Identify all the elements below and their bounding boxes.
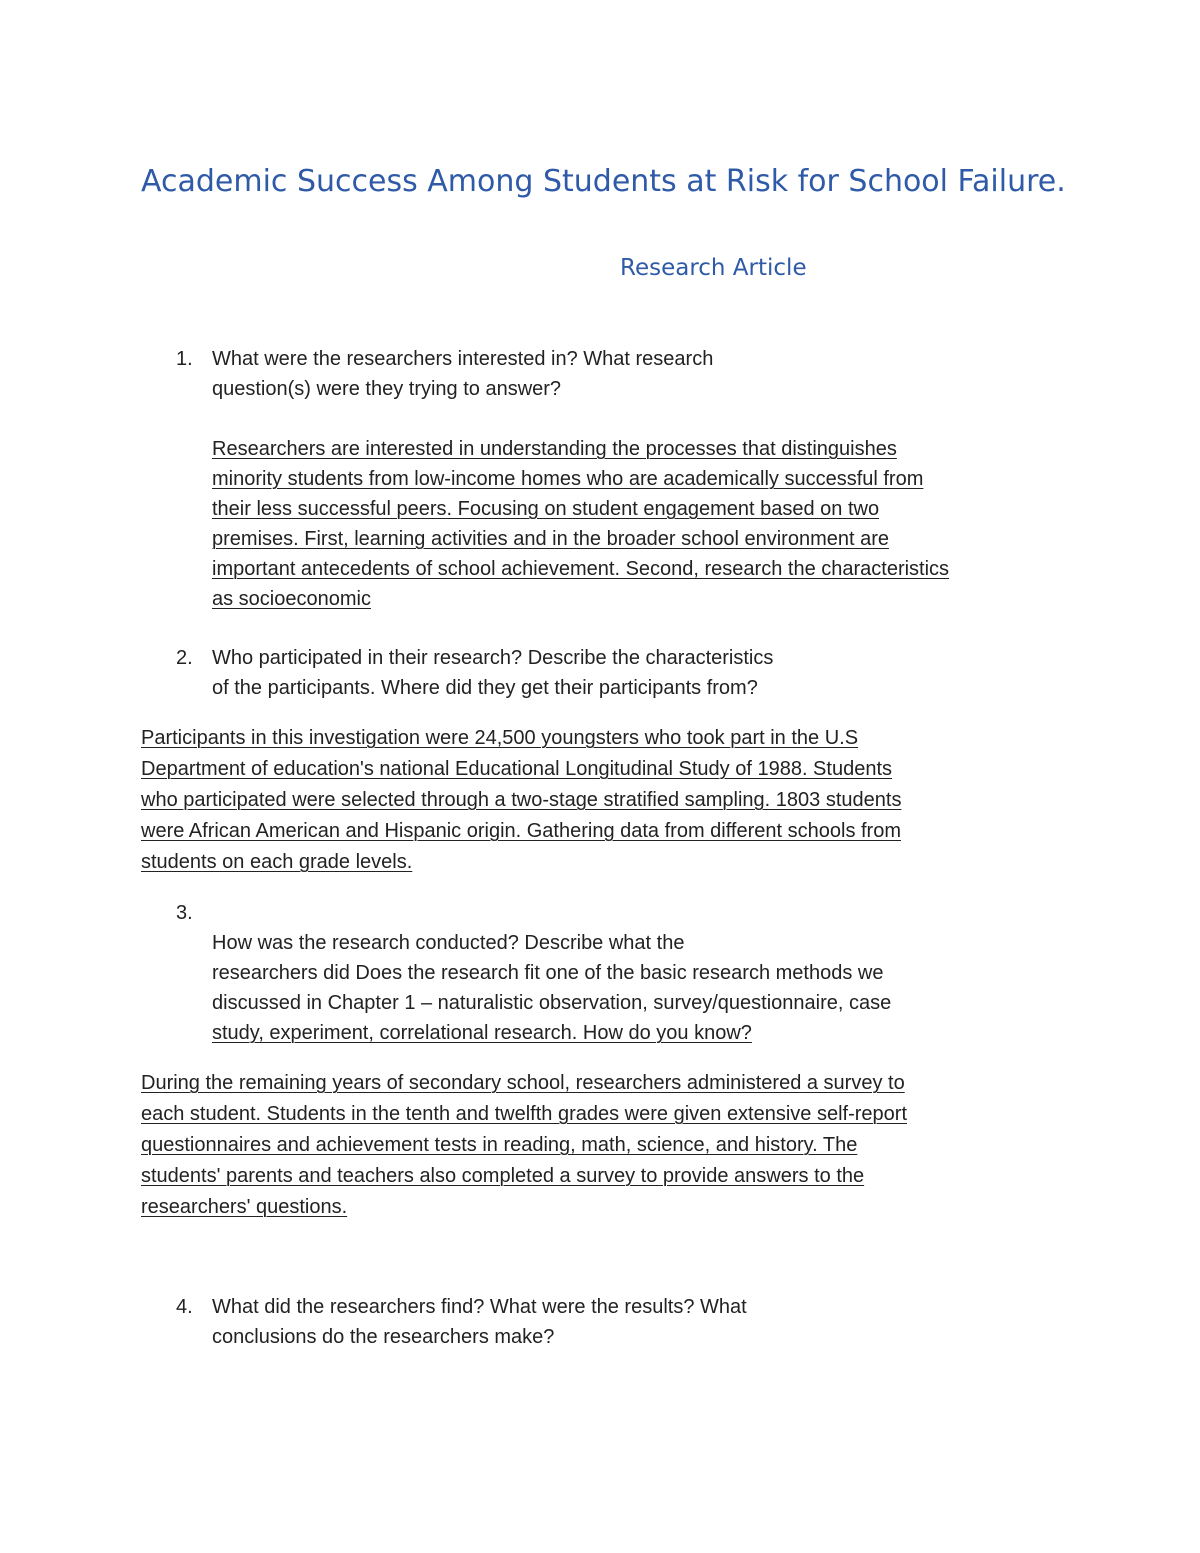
answer-line: During the remaining years of secondary school, researchers administered a survey to bbox=[141, 1072, 905, 1094]
answer-3 bbox=[141, 1068, 907, 1223]
question-line: researchers did Does the research fit one of the basic research methods we bbox=[212, 962, 884, 984]
question-line: What were the researchers interested in? What research bbox=[212, 348, 714, 370]
question-2-number: 2. bbox=[176, 647, 193, 669]
answer-2 bbox=[141, 723, 901, 878]
answer-line: were African American and Hispanic origin. Gathering data from different schools from bbox=[141, 820, 901, 842]
question-line: of the participants. Where did they get their participants from? bbox=[212, 677, 758, 699]
question-line: discussed in Chapter 1 – naturalistic observation, survey/questionnaire, case bbox=[212, 992, 892, 1014]
answer-line: Researchers are interested in understanding the processes that distinguishes bbox=[212, 438, 897, 460]
answer-line: Department of education's national Educational Longitudinal Study of 1988. Students bbox=[141, 758, 893, 780]
answer-line: Participants in this investigation were 24,500 youngsters who took part in the U.S bbox=[141, 727, 859, 749]
question-4-text bbox=[212, 1292, 1072, 1352]
answer-line: students on each grade levels. bbox=[141, 851, 413, 873]
answer-1 bbox=[212, 434, 949, 614]
document-title: Academic Success Among Students at Risk for School Failure. bbox=[141, 164, 1066, 199]
answer-line: students' parents and teachers also completed a survey to provide answers to the bbox=[141, 1165, 865, 1187]
question-2-text bbox=[212, 643, 1072, 703]
question-1-number: 1. bbox=[176, 348, 193, 370]
question-line: How was the research conducted? Describe what the bbox=[212, 932, 685, 954]
answer-line: questionnaires and achievement tests in reading, math, science, and history. The bbox=[141, 1134, 858, 1156]
answer-line: researchers' questions. bbox=[141, 1196, 348, 1218]
answer-line: who participated were selected through a two-stage stratified sampling. 1803 students bbox=[141, 789, 902, 811]
answer-line: each student. Students in the tenth and twelfth grades were given extensive self-report bbox=[141, 1103, 908, 1125]
answer-line: their less successful peers. Focusing on student engagement based on two bbox=[212, 498, 880, 520]
question-line: Who participated in their research? Describe the characteristics bbox=[212, 647, 774, 669]
document-subtitle: Research Article bbox=[620, 255, 807, 281]
question-3-text bbox=[212, 928, 1072, 1048]
answer-line: as socioeconomic bbox=[212, 588, 371, 610]
answer-line: premises. First, learning activities and in the broader school environment are bbox=[212, 528, 889, 550]
question-4-number: 4. bbox=[176, 1296, 193, 1318]
question-line: question(s) were they trying to answer? bbox=[212, 378, 562, 400]
question-3-number: 3. bbox=[176, 902, 193, 924]
answer-line: important antecedents of school achievement. Second, research the characteristics bbox=[212, 558, 950, 580]
question-1-text bbox=[212, 344, 1072, 404]
question-line: What did the researchers find? What were the results? What bbox=[212, 1296, 747, 1318]
answer-line: minority students from low-income homes who are academically successful from bbox=[212, 468, 924, 490]
question-line: study, experiment, correlational research. How do you know? bbox=[212, 1022, 752, 1044]
question-line: conclusions do the researchers make? bbox=[212, 1326, 555, 1348]
